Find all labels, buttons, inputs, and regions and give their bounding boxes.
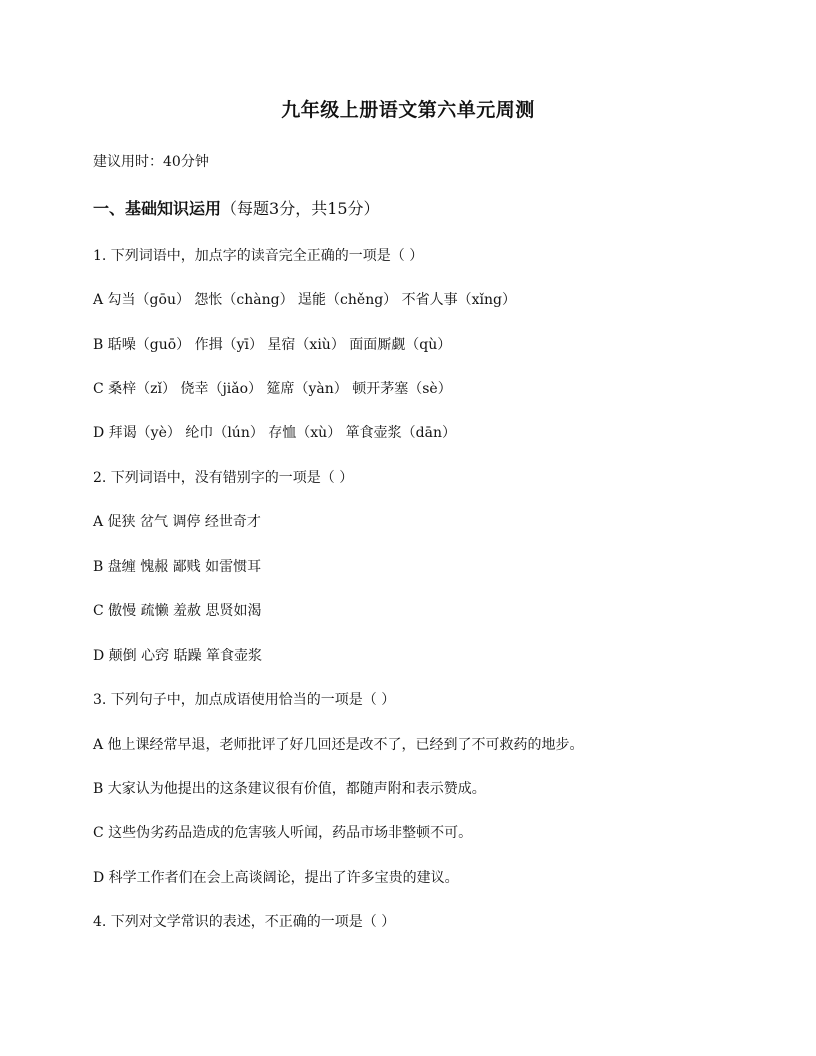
- question-option: A 他上课经常早退，老师批评了好几回还是改不了，已经到了不可救药的地步。: [93, 737, 584, 753]
- section-heading: [93, 196, 380, 219]
- question-option: B 大家认为他提出的这条建议很有价值，都随声附和表示赞成。: [93, 781, 486, 797]
- question-option: D 颠倒 心窍 聒躁 箪食壶浆: [93, 648, 263, 664]
- question-option: B 聒噪（guō） 作揖（yī） 星宿（xiù） 面面厮觑（qù）: [93, 337, 452, 353]
- suggested-time: 建议用时：40分钟: [93, 154, 209, 170]
- question-stem: 4. 下列对文学常识的表述，不正确的一项是（ ）: [93, 914, 396, 930]
- question-option: C 傲慢 疏懒 羞赦 思贤如渴: [93, 603, 262, 619]
- question-option: A 勾当（gōu） 怨怅（chàng） 逞能（chěng） 不省人事（xǐng）: [93, 292, 516, 308]
- page-title: 九年级上册语文第六单元周测: [281, 99, 535, 121]
- question-option: D 科学工作者们在会上高谈阔论，提出了许多宝贵的建议。: [93, 870, 459, 886]
- section-score-note: （每题3分，共15分）: [221, 199, 380, 218]
- question-option: B 盘缠 愧赧 鄙贱 如雷惯耳: [93, 559, 262, 575]
- question-option: A 促狭 岔气 调停 经世奇才: [93, 514, 261, 530]
- question-stem: 2. 下列词语中，没有错别字的一项是（ ）: [93, 470, 354, 486]
- question-option: D 拜谒（yè） 纶巾（lún） 存恤（xù） 箪食壶浆（dān）: [93, 425, 456, 441]
- section-heading-text: 一、基础知识运用: [93, 199, 222, 218]
- question-option: C 桑梓（zǐ） 侥幸（jiǎo） 筵席（yàn） 顿开茅塞（sè）: [93, 381, 452, 397]
- question-option: C 这些伪劣药品造成的危害骇人听闻，药品市场非整顿不可。: [93, 825, 473, 841]
- question-stem: 3. 下列句子中，加点成语使用恰当的一项是（ ）: [93, 692, 396, 708]
- question-stem: 1. 下列词语中，加点字的读音完全正确的一项是（ ）: [93, 248, 424, 264]
